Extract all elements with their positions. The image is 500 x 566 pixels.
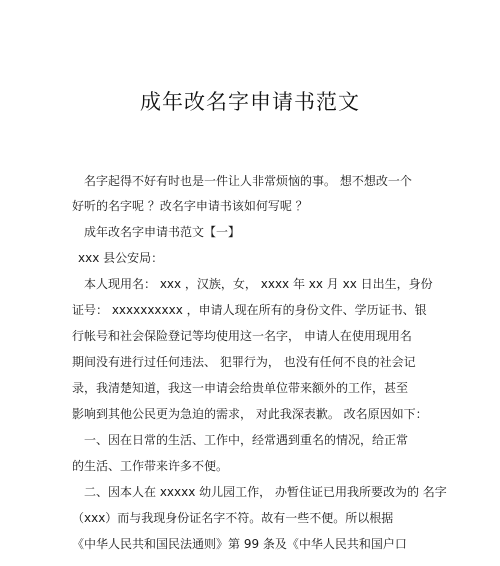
body-line-5: 本人现用名： xxx ，汉族，女， xxxx 年 xx 月 xx 日出生，身份 xyxy=(84,277,433,291)
body-line-6: 证号： xxxxxxxxxx ，申请人现在所有的身份文件、学历证书、银 xyxy=(72,303,427,317)
section-heading: 成年改名字申请书范文【一】 xyxy=(84,225,241,239)
reason-two-line-2: （xxx）而与我现身份证名字不符。故有一些不便。所以根据 xyxy=(72,511,394,525)
body-line-2: 好听的名字呢 ？改名字申请书该如何写呢 ？ xyxy=(72,199,308,213)
body-line-1: 名字起得不好有时也是一件让人非常烦恼的事。 想不想改一个 xyxy=(84,174,412,188)
body-line-10: 影响到其他公民更为急迫的需求， 对此我深表歉。 改名原因如下： xyxy=(72,407,428,421)
reason-two-line-1: 二、因本人在 xxxxx 幼儿园工作， 办暂住证已用我所要改为的 名字 xyxy=(84,485,447,499)
reason-two-line-3: 《中华人民共和国民法通则》第 99 条及《中华人民共和国户口 xyxy=(72,537,407,551)
reason-one-line-2: 的生活、工作带来许多不便。 xyxy=(72,459,229,473)
body-line-9: 录，我清楚知道，我这一申请会给贵单位带来额外的工作，甚至 xyxy=(72,381,409,395)
addressee: xxx 县公安局： xyxy=(78,251,164,265)
reason-one-line-1: 一、因在日常的生活、工作中，经常遇到重名的情况，给正常 xyxy=(84,433,409,447)
body-line-7: 行帐号和社会保险登记等均使用这一名字， 申请人在使用现用名 xyxy=(72,329,412,343)
body-line-8: 期间没有进行过任何违法、 犯罪行为， 也没有任何不良的社会记 xyxy=(72,355,416,369)
document-title: 成年改名字申请书范文 xyxy=(140,90,360,114)
